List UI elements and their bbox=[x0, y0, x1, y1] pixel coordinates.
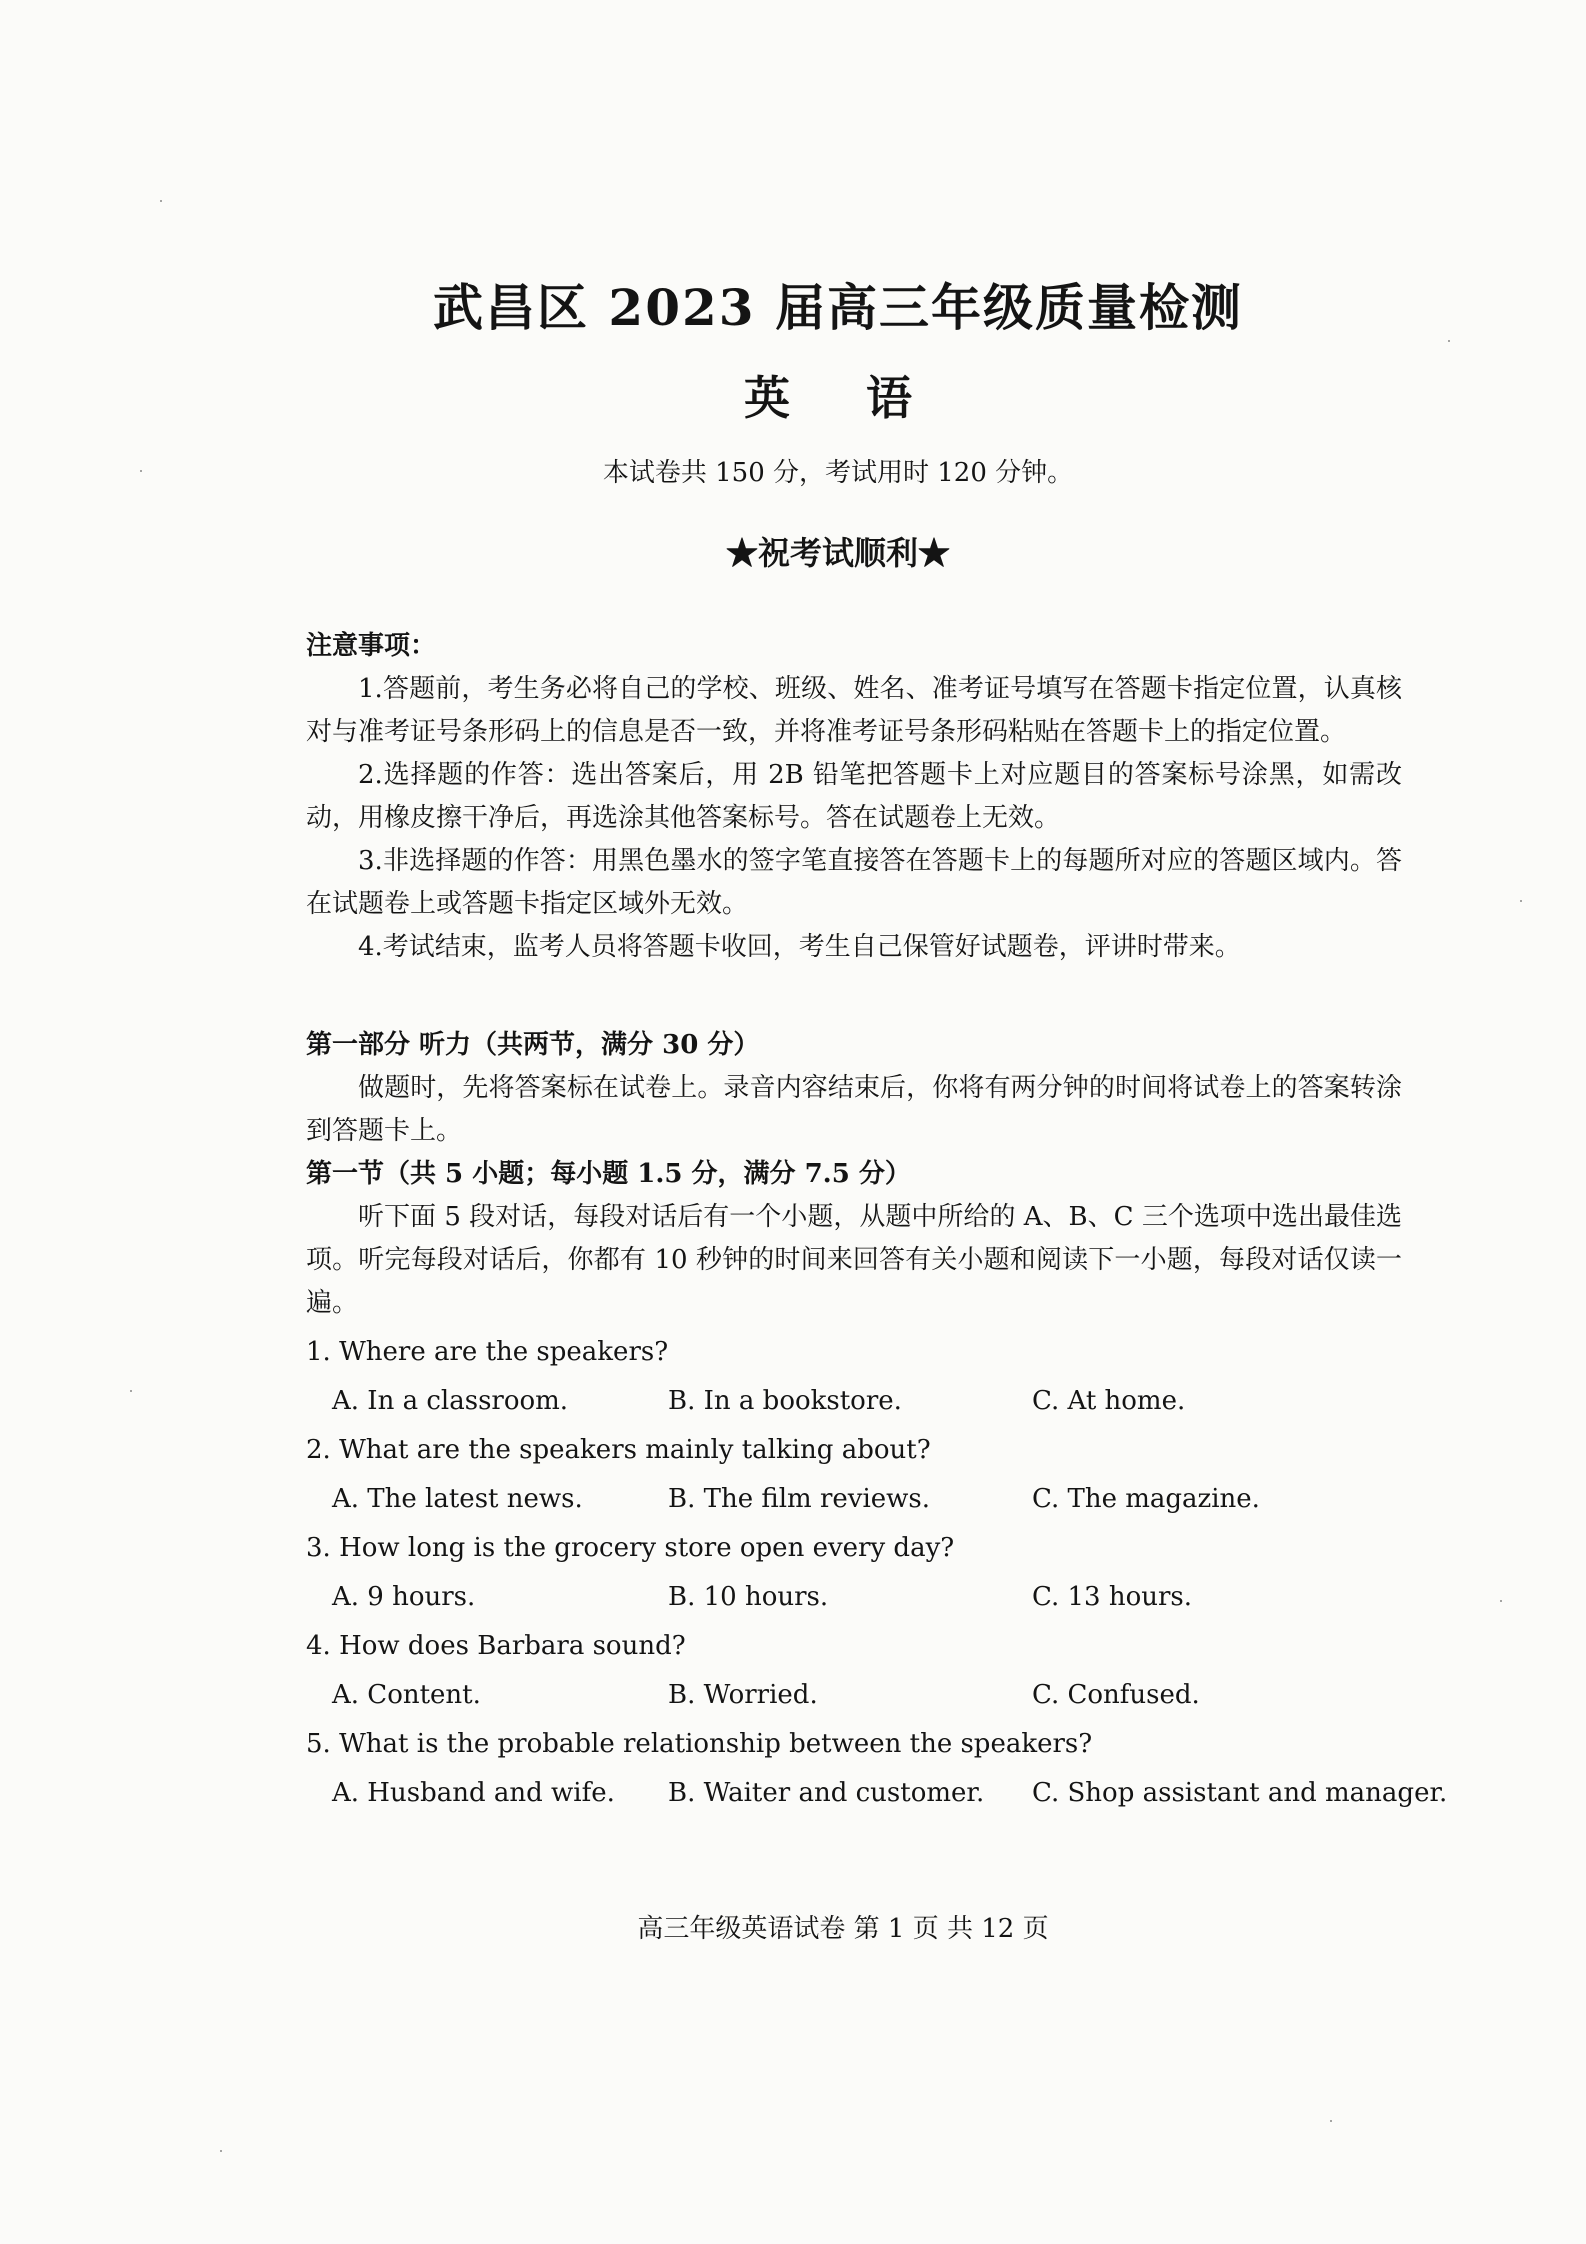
exam-title: 武昌区 2023 届高三年级质量检测 bbox=[433, 278, 1243, 337]
option-c: C. At home. bbox=[1032, 1386, 1186, 1416]
page-footer: 高三年级英语试卷 第 1 页 共 12 页 bbox=[637, 1914, 1049, 1944]
scan-speck bbox=[1448, 340, 1450, 342]
question-options-2 bbox=[332, 1478, 1402, 1521]
option-c: C. 13 hours. bbox=[1032, 1582, 1193, 1612]
question-options-4 bbox=[332, 1674, 1402, 1717]
question-options-3 bbox=[332, 1576, 1402, 1619]
part1-instruction: 做题时，先将答案标在试卷上。录音内容结束后，你将有两分钟的时间将试卷上的答案转涂到答题卡上。 bbox=[306, 1073, 1402, 1146]
question-stem-1: 1. Where are the speakers? bbox=[306, 1337, 669, 1367]
section1-heading: 第一节（共 5 小题；每小题 1.5 分，满分 7.5 分） bbox=[306, 1159, 911, 1189]
part1-heading: 第一部分 听力（共两节，满分 30 分） bbox=[306, 1030, 760, 1060]
question-stem-5: 5. What is the probable relationship between the speakers? bbox=[306, 1729, 1093, 1759]
scan-speck bbox=[1330, 2120, 1332, 2122]
question-stem-3: 3. How long is the grocery store open every day? bbox=[306, 1533, 955, 1563]
question-stem-2: 2. What are the speakers mainly talking about? bbox=[306, 1435, 931, 1465]
notice-item-4: 4.考试结束，监考人员将答题卡收回，考生自己保管好试题卷，评讲时带来。 bbox=[358, 932, 1241, 962]
option-b: B. 10 hours. bbox=[668, 1582, 829, 1612]
scan-speck bbox=[130, 1390, 132, 1392]
option-b: B. Worried. bbox=[668, 1680, 818, 1710]
question-options-5 bbox=[332, 1772, 1448, 1815]
option-b: B. Waiter and customer. bbox=[668, 1778, 985, 1808]
section1-instruction: 听下面 5 段对话，每段对话后有一个小题，从题中所给的 A、B、C 三个选项中选出最佳选项。听完每段对话后，你都有 10 秒钟的时间来回答有关小题和阅读下一小题，每段对话仅读一遍。 bbox=[306, 1202, 1402, 1318]
option-a: A. The latest news. bbox=[332, 1484, 583, 1514]
scan-speck bbox=[1500, 1600, 1502, 1602]
scan-speck bbox=[140, 470, 142, 472]
exam-body bbox=[306, 625, 1448, 1819]
notice-heading: 注意事项： bbox=[306, 631, 437, 661]
spacer bbox=[306, 969, 1402, 1024]
notice-item-1: 1.答题前，考生务必将自己的学校、班级、姓名、准考证号填写在答题卡指定位置，认真核对与准考证号条形码上的信息是否一致，并将准考证号条形码粘贴在答题卡上的指定位置。 bbox=[306, 674, 1402, 747]
option-b: B. In a bookstore. bbox=[668, 1386, 902, 1416]
option-a: A. Husband and wife. bbox=[332, 1778, 615, 1808]
exam-info: 本试卷共 150 分，考试用时 120 分钟。 bbox=[602, 458, 1074, 488]
option-c: C. Shop assistant and manager. bbox=[1032, 1778, 1448, 1808]
question-stem-4: 4. How does Barbara sound? bbox=[306, 1631, 686, 1661]
option-a: A. 9 hours. bbox=[332, 1582, 476, 1612]
option-b: B. The film reviews. bbox=[668, 1484, 931, 1514]
subject-title: 英 语 bbox=[743, 371, 942, 425]
scan-speck bbox=[220, 2150, 222, 2152]
question-list bbox=[306, 1331, 1448, 1815]
question-options-1 bbox=[332, 1380, 1402, 1423]
notice-item-3: 3.非选择题的作答：用黑色墨水的签字笔直接答在答题卡上的每题所对应的答题区域内。答在试题卷上或答题卡指定区域外无效。 bbox=[306, 846, 1402, 919]
notice-item-2: 2.选择题的作答：选出答案后，用 2B 铅笔把答题卡上对应题目的答案标号涂黑，如需改动，用橡皮擦干净后，再选涂其他答案标号。答在试题卷上无效。 bbox=[306, 760, 1402, 833]
option-a: A. Content. bbox=[332, 1680, 481, 1710]
option-a: A. In a classroom. bbox=[332, 1386, 569, 1416]
option-c: C. Confused. bbox=[1032, 1680, 1200, 1710]
scan-speck bbox=[1520, 900, 1522, 902]
option-c: C. The magazine. bbox=[1032, 1484, 1260, 1514]
scan-speck bbox=[160, 200, 162, 202]
good-luck-banner: ★祝考试顺利★ bbox=[725, 534, 950, 572]
